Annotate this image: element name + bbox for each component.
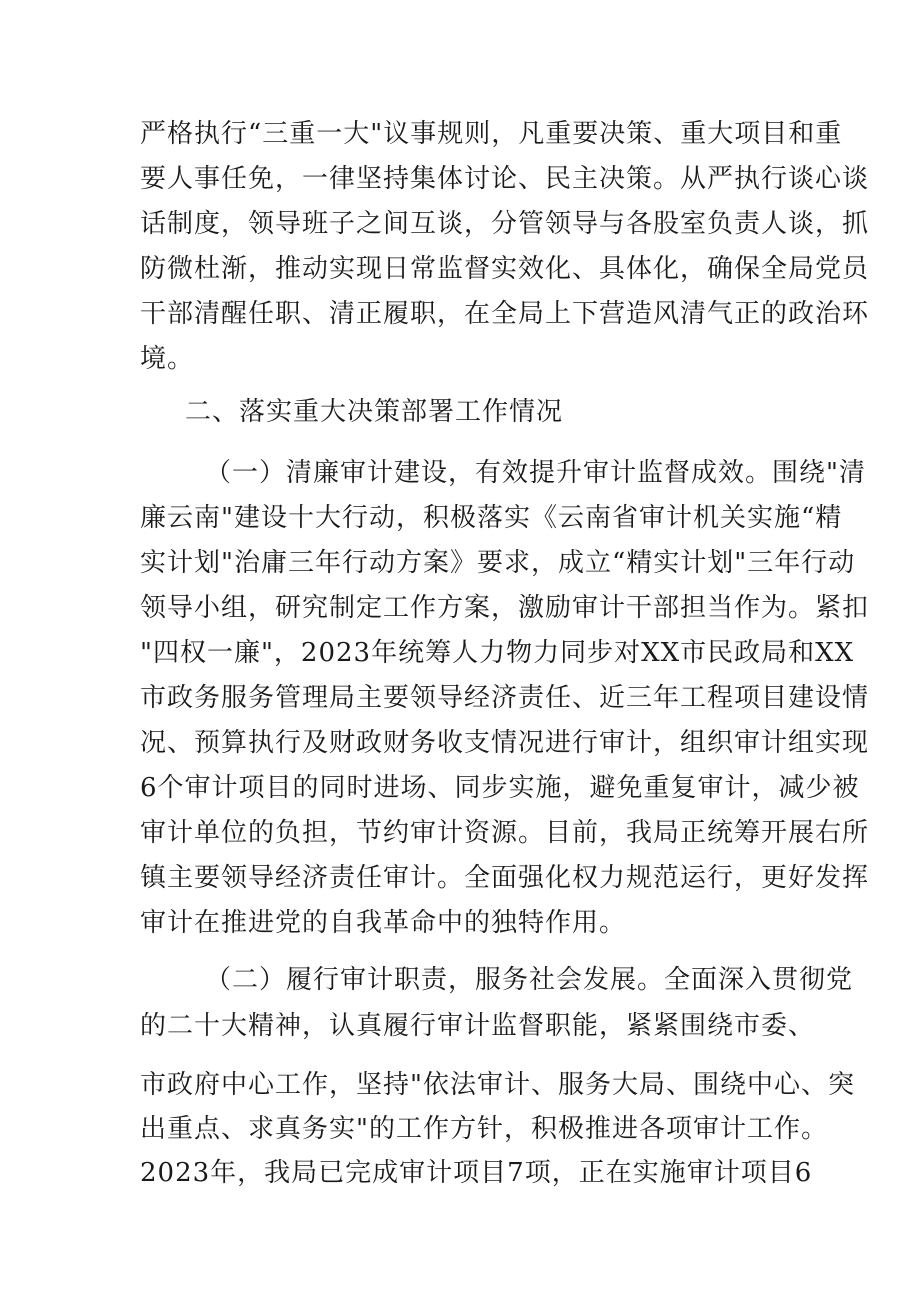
- paragraph-line: 2023年，我局已完成审计项目7项，正在实施审计项目6: [140, 1158, 813, 1188]
- subsection-first-line: （二）履行审计职责，服务社会发展。全面深入贯彻党: [205, 965, 854, 995]
- paragraph-line: "四权一廉"，2023年统筹人力物力同步对XX市民政局和XX: [140, 638, 855, 668]
- paragraph-line: 审计在推进党的自我革命中的独特作用。: [140, 908, 627, 938]
- paragraph-line: 话制度，领导班子之间互谈，分管领导与各股室负责人谈，抓: [140, 209, 870, 239]
- paragraph-line: 出重点、求真务实"的工作方针，积极推进各项审计工作。: [140, 1114, 828, 1144]
- paragraph-line: 干部清醒任职、清正履职，在全局上下营造风清气正的政治环: [140, 299, 870, 329]
- section-heading: 二、落实重大决策部署工作情况: [185, 397, 564, 427]
- paragraph-line: 廉云南"建设十大行动，积极落实《云南省审计机关实施“精: [140, 503, 843, 533]
- paragraph-line: 防微杜渐，推动实现日常监督实效化、具体化，确保全局党员: [140, 254, 870, 284]
- subsection-first-line: （一）清廉审计建设，有效提升审计监督成效。围绕"清: [205, 458, 866, 488]
- paragraph-line: 实计划"治庸三年行动方案》要求，成立“精实计划"三年行动: [140, 548, 856, 578]
- paragraph-line: 审计单位的负担，节约审计资源。目前，我局正统筹开展右所: [140, 818, 870, 848]
- paragraph-line: 市政府中心工作，坚持"依法审计、服务大局、围绕中心、突: [140, 1070, 855, 1100]
- paragraph-line: 况、预算执行及财政财务收支情况进行审计，组织审计组实现: [140, 728, 870, 758]
- paragraph-line: 6个审计项目的同时进场、同步实施，避免重复审计，减少被: [140, 773, 860, 803]
- paragraph-line: 市政务服务管理局主要领导经济责任、近三年工程项目建设情: [140, 683, 870, 713]
- paragraph-line: 要人事任免，一律坚持集体讨论、民主决策。从严执行谈心谈: [140, 164, 870, 194]
- paragraph-line: 领导小组，研究制定工作方案，激励审计干部担当作为。紧扣: [140, 593, 870, 623]
- paragraph-line: 严格执行“三重一大"议事规则，凡重要决策、重大项目和重: [140, 119, 843, 149]
- paragraph-line: 的二十大精神，认真履行审计监督职能，紧紧围绕市委、: [140, 1011, 816, 1041]
- paragraph-line: 镇主要领导经济责任审计。全面强化权力规范运行，更好发挥: [140, 863, 870, 893]
- paragraph-line: 境。: [140, 344, 195, 374]
